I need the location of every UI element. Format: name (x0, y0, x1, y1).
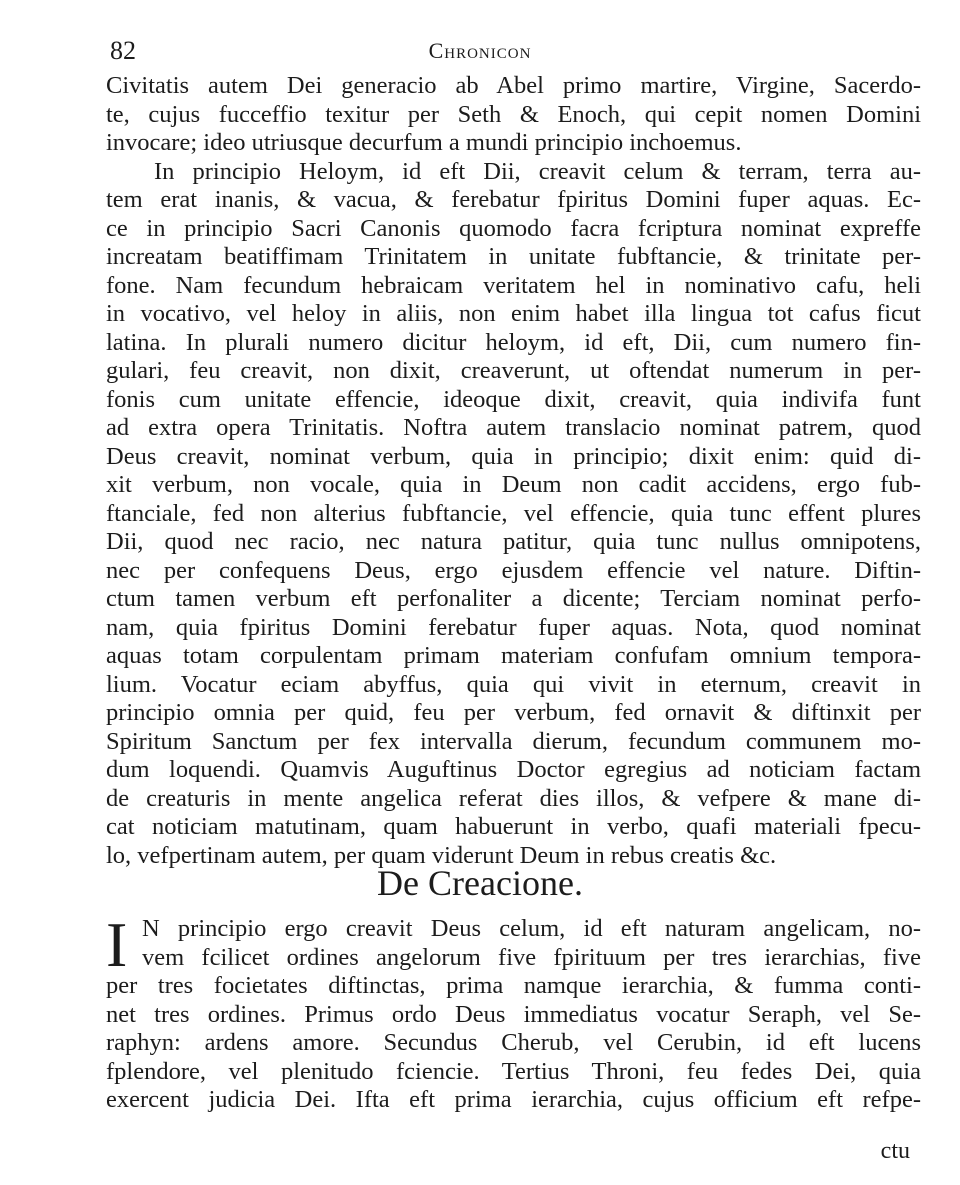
section-line: raphyn: ardens amore. Secundus Cherub, vel Cerubin, id eft lucens (106, 1029, 921, 1056)
section-line: N principio ergo creavit Deus celum, id eft naturam angelicam, no- (142, 915, 921, 942)
text-line: dum loquendi. Quamvis Auguftinus Doctor egregius ad noticiam factam (106, 756, 921, 783)
section-heading: De Creacione. (377, 863, 583, 903)
text-line: Deus creavit, nominat verbum, quia in principio; dixit enim: quid di- (106, 442, 921, 470)
section-line: per tres focietates diftinctas, prima namque ierarchia, & fumma conti- (106, 972, 921, 999)
text-line: ce in principio Sacri Canonis quomodo facra fcriptura nominat expreffe (106, 214, 921, 242)
text-line: Dii, quod nec racio, nec natura patitur, quia tunc nullus omnipotens, (106, 528, 921, 555)
text-line: Spiritum Sanctum per fex intervalla dierum, fecundum communem mo- (106, 727, 921, 755)
drop-cap: I (106, 909, 128, 980)
text-line: nec per confequens Deus, ergo ejusdem effencie vel nature. Diftin- (106, 556, 921, 584)
text-line: In principio Heloym, id eft Dii, creavit celum & terram, terra au- (154, 157, 921, 185)
text-line: in vocativo, vel heloy in aliis, non enim habet illa lingua tot cafus ficut (106, 300, 921, 327)
text-line: xit verbum, non vocale, quia in Deum non cadit accidens, ergo fub- (106, 471, 921, 498)
text-line: nam, quia fpiritus Domini ferebatur fuper aquas. Nota, quod nominat (106, 613, 921, 641)
creation-section (106, 909, 921, 1115)
section-line: exercent judicia Dei. Ifta eft prima ierarchia, cujus officium eft refpe- (106, 1086, 921, 1113)
text-line: fone. Nam fecundum hebraicam veritatem hel in nominativo cafu, heli (106, 271, 921, 299)
text-line: de creaturis in mente angelica referat dies illos, & vefpere & mane di- (106, 784, 921, 812)
text-line: aquas totam corpulentam primam materiam confufam omnium tempora- (106, 642, 921, 669)
section-line: vem fcilicet ordines angelorum five fpirituum per tres ierarchias, five (142, 943, 921, 971)
text-line: ad extra opera Trinitatis. Noftra autem translacio nominat patrem, quod (106, 414, 921, 441)
text-line: Civitatis autem Dei generacio ab Abel primo martire, Virgine, Sacerdo- (106, 72, 921, 99)
text-line: lo, vefpertinam autem, per quam viderunt Deum in rebus creatis &c. (106, 841, 777, 869)
text-line: lium. Vocatur eciam abyffus, quia qui vivit in eternum, creavit in (106, 670, 921, 698)
text-line: cat noticiam matutinam, quam habuerunt in verbo, quafi materiali fpecu- (106, 813, 921, 840)
text-line: te, cujus fucceffio texitur per Seth & Enoch, qui cepit nomen Domini (106, 100, 921, 128)
text-line: ctum tamen verbum eft perfonaliter a dicente; Terciam nominat perfo- (106, 585, 921, 612)
catchword: ctu (880, 1138, 910, 1164)
running-title: Chronicon (428, 38, 532, 63)
body-text (106, 72, 921, 870)
page-number: 82 (110, 36, 136, 65)
text-line: latina. In plurali numero dicitur heloym, id eft, Dii, cum numero fin- (106, 328, 921, 356)
text-line: tem erat inanis, & vacua, & ferebatur fpiritus Domini fuper aquas. Ec- (106, 186, 921, 213)
text-line: fonis cum unitate effencie, ideoque dixit, creavit, quia indivifa funt (106, 385, 921, 413)
section-line: fplendore, vel plenitudo fciencie. Tertius Throni, feu fedes Dei, quia (106, 1057, 921, 1085)
text-line: increatam beatiffimam Trinitatem in unitate fubftancie, & trinitate per- (106, 243, 921, 270)
page-header (0, 30, 960, 70)
text-line: invocare; ideo utriusque decurfum a mundi principio inchoemus. (106, 129, 742, 156)
section-line: net tres ordines. Primus ordo Deus immediatus vocatur Seraph, vel Se- (106, 1000, 921, 1028)
text-line: principio omnia per quid, feu per verbum, fed ornavit & diftinxit per (106, 699, 921, 726)
text-line: gulari, feu creavit, non dixit, creaverunt, ut oftendat numerum in per- (106, 357, 921, 384)
text-line: ftanciale, fed non alterius fubftancie, vel effencie, quia tunc effent plures (106, 499, 921, 527)
